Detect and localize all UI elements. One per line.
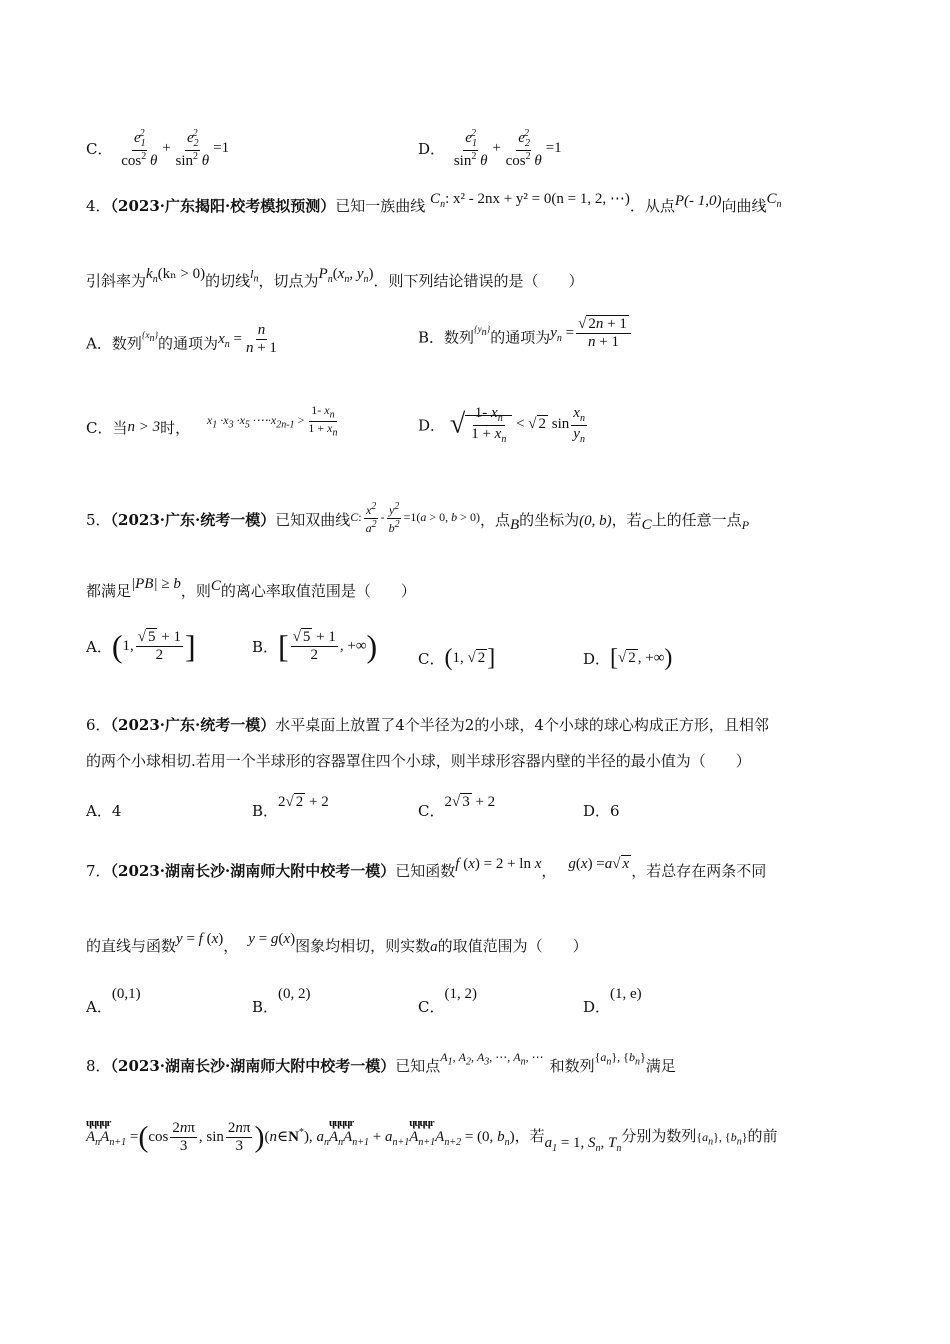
q6-option-b: B．2√ 2 + 2 [252,794,329,820]
q6-source: （2023·广东·统考一模） [110,716,276,734]
q3-option-c-formula: $\frac{e_1^2}{\cos^2 \theta}$ + $\frac{e_2^2}{\sin^2 \theta}$ =1 [121,128,230,169]
q6-stem-line2: 的两个小球相切.若用一个半球形的容器罩住四个小球，则半球形容器内壁的半径的最小值为（ ） [86,752,751,770]
q4-slope: $k_n(k_n > 0)$ [146,266,206,285]
q4-tangent-ln: ln [250,267,259,285]
q6-option-d: D．6 [583,802,620,820]
q3-option-c-label: C． [86,139,113,158]
q6-stem-line1: 6．（2023·广东·统考一模）水平桌面上放置了4个半径为2的小球，4个小球的球心构成正方形，且相邻 [86,716,769,734]
q4-option-a: A．数列$^{\{x_n\}}$的通项为$x_n$ = $\frac{n}{n + 1}$ [86,322,277,357]
q8-number: 8． [86,1057,111,1075]
q4-stem-line2: 引斜率为$k_n(k_n > 0)$的切线$^{l_n}$，切点为$P_n(x_n$, $y_n$)．则下列结论错误的是（ ） [86,266,584,290]
q4-number: 4． [86,197,111,215]
q7-option-c: C．(1, 2) [418,986,477,1016]
q5-option-d: D．[√ 2 , +∞) [583,645,673,671]
q8-stem-line1: 8．（2023·湖南长沙·湖南师大附中校考一模）已知点$^{A_1, A_2, A_3, \cdots, A_n, \cdots}$ 和数列$^{\{a_n\}, \{b_n\}}$满足 [86,1050,676,1075]
q6-number: 6． [86,716,111,734]
q5-stem-line1: 5．（2023·广东·统考一模）已知双曲线$^{C: \frac{x^2}{a^2} - \frac{y^2}{b^2} =1(a > 0, b > 0)}$，点B的坐标为(0, b)，若C上的任意一点$_P$ [86,501,750,535]
q5-option-a: A．(1, $\frac{√ 5 + 1}{2}$ ] [86,628,196,664]
q4-tangent-point: $P_n(x_n$, $y_n$) [318,266,374,285]
q5-option-b: B．[ $\frac{√ 5 + 1}{2}$ , +∞) [252,628,378,664]
q5-option-c: C．(1, √ 2] [418,645,496,671]
q3-option-d-formula: $\frac{e_1^2}{\sin^2 \theta}$ + $\frac{e_2^2}{\cos^2 \theta}$ =1 [453,128,562,169]
q7-stem-line2: 的直线与函数y = f (x)， y = g(x)图象均相切，则实数a的取值范围为（ ） [86,931,588,955]
q5-number: 5． [86,511,111,530]
q4-option-c: C．当n > 3时， $^{x_1 \cdot x_3 \cdot x_5 \cdot\cdots\cdot x_{2n-1} > \frac{1- x_n}{1 + x_n}}$ [86,403,338,439]
q4-point-p: P(- 1,0) [674,193,722,209]
q5-stem-line2: 都满足|PB| ≥ b，则C的离心率取值范围是（ ） [86,576,416,600]
q6-option-c: C．2√ 3 + 2 [418,794,496,820]
q7-number: 7． [86,862,111,880]
q3-option-d-label: D． [418,139,446,158]
q7-option-d: D．(1, e) [583,986,642,1016]
q5-source: （2023·广东·统考一模） [110,511,276,530]
q3-option-d [418,128,562,170]
q4-source: （2023·广东揭阳·校考模拟预测） [110,197,336,215]
q4-option-b: B．数列$^{\{y_n\}}$的通项为$y_n$ = $\frac{√ 2n + 1}{n + 1}$ [418,320,633,356]
q4-curve-cn: $C_n$ [766,191,782,210]
q8-source: （2023·湖南长沙·湖南师大附中校考一模） [110,1057,396,1075]
q3-option-c [86,128,229,170]
q5-hyperbola: C: x2 a2 - y2 b2 =1(a > 0, b > 0) [350,501,480,535]
q7-stem-line1: 7．（2023·湖南长沙·湖南师大附中校考一模）已知函数f (x) = 2 + ln x， g(x) =a√ x ，若总存在两条不同 [86,856,767,880]
q6-option-a: A．4 [86,802,122,820]
q4-curve-equation: $C_n$: x² - 2nx + y² = 0(n = 1, 2, ⋯) [430,191,630,210]
q8-stem-line2: ɥɥɥɥr $A_nA_{n+1} =(\cos$ $\frac{2n\pi}{3}$ , sin $\frac{2n\pi}{3}$ )(n∈N*), $a_nɥɥɥɥr$ $A_nA_{n+1}$ + $a_{n+1}ɥɥɥɥr$ $A_{n+1}A_{n+2} = (0$, $b_n$)，若$a_1 = 1$, $S_n$, $T_n$分别为数列$\{a_n\}$, $\{b_n\}$的前 [86,1120,777,1156]
q7-source: （2023·湖南长沙·湖南师大附中校考一模） [110,862,396,880]
q7-option-a: A．(0,1) [86,986,141,1016]
q4-option-d: D． √ $\frac{1- x_n}{1 + x_n}$ < √ 2 sin $\frac{x_n}{y_n}$ [418,405,585,445]
q7-option-b: B．(0, 2) [252,986,311,1016]
q4-stem-line1: 4．（2023·广东揭阳·校考模拟预测）已知一族曲线 $C_n$: x² - 2nx + y² = 0(n = 1, 2, ⋯)．从点P(- 1,0)向曲线$C_n$ [86,191,782,215]
